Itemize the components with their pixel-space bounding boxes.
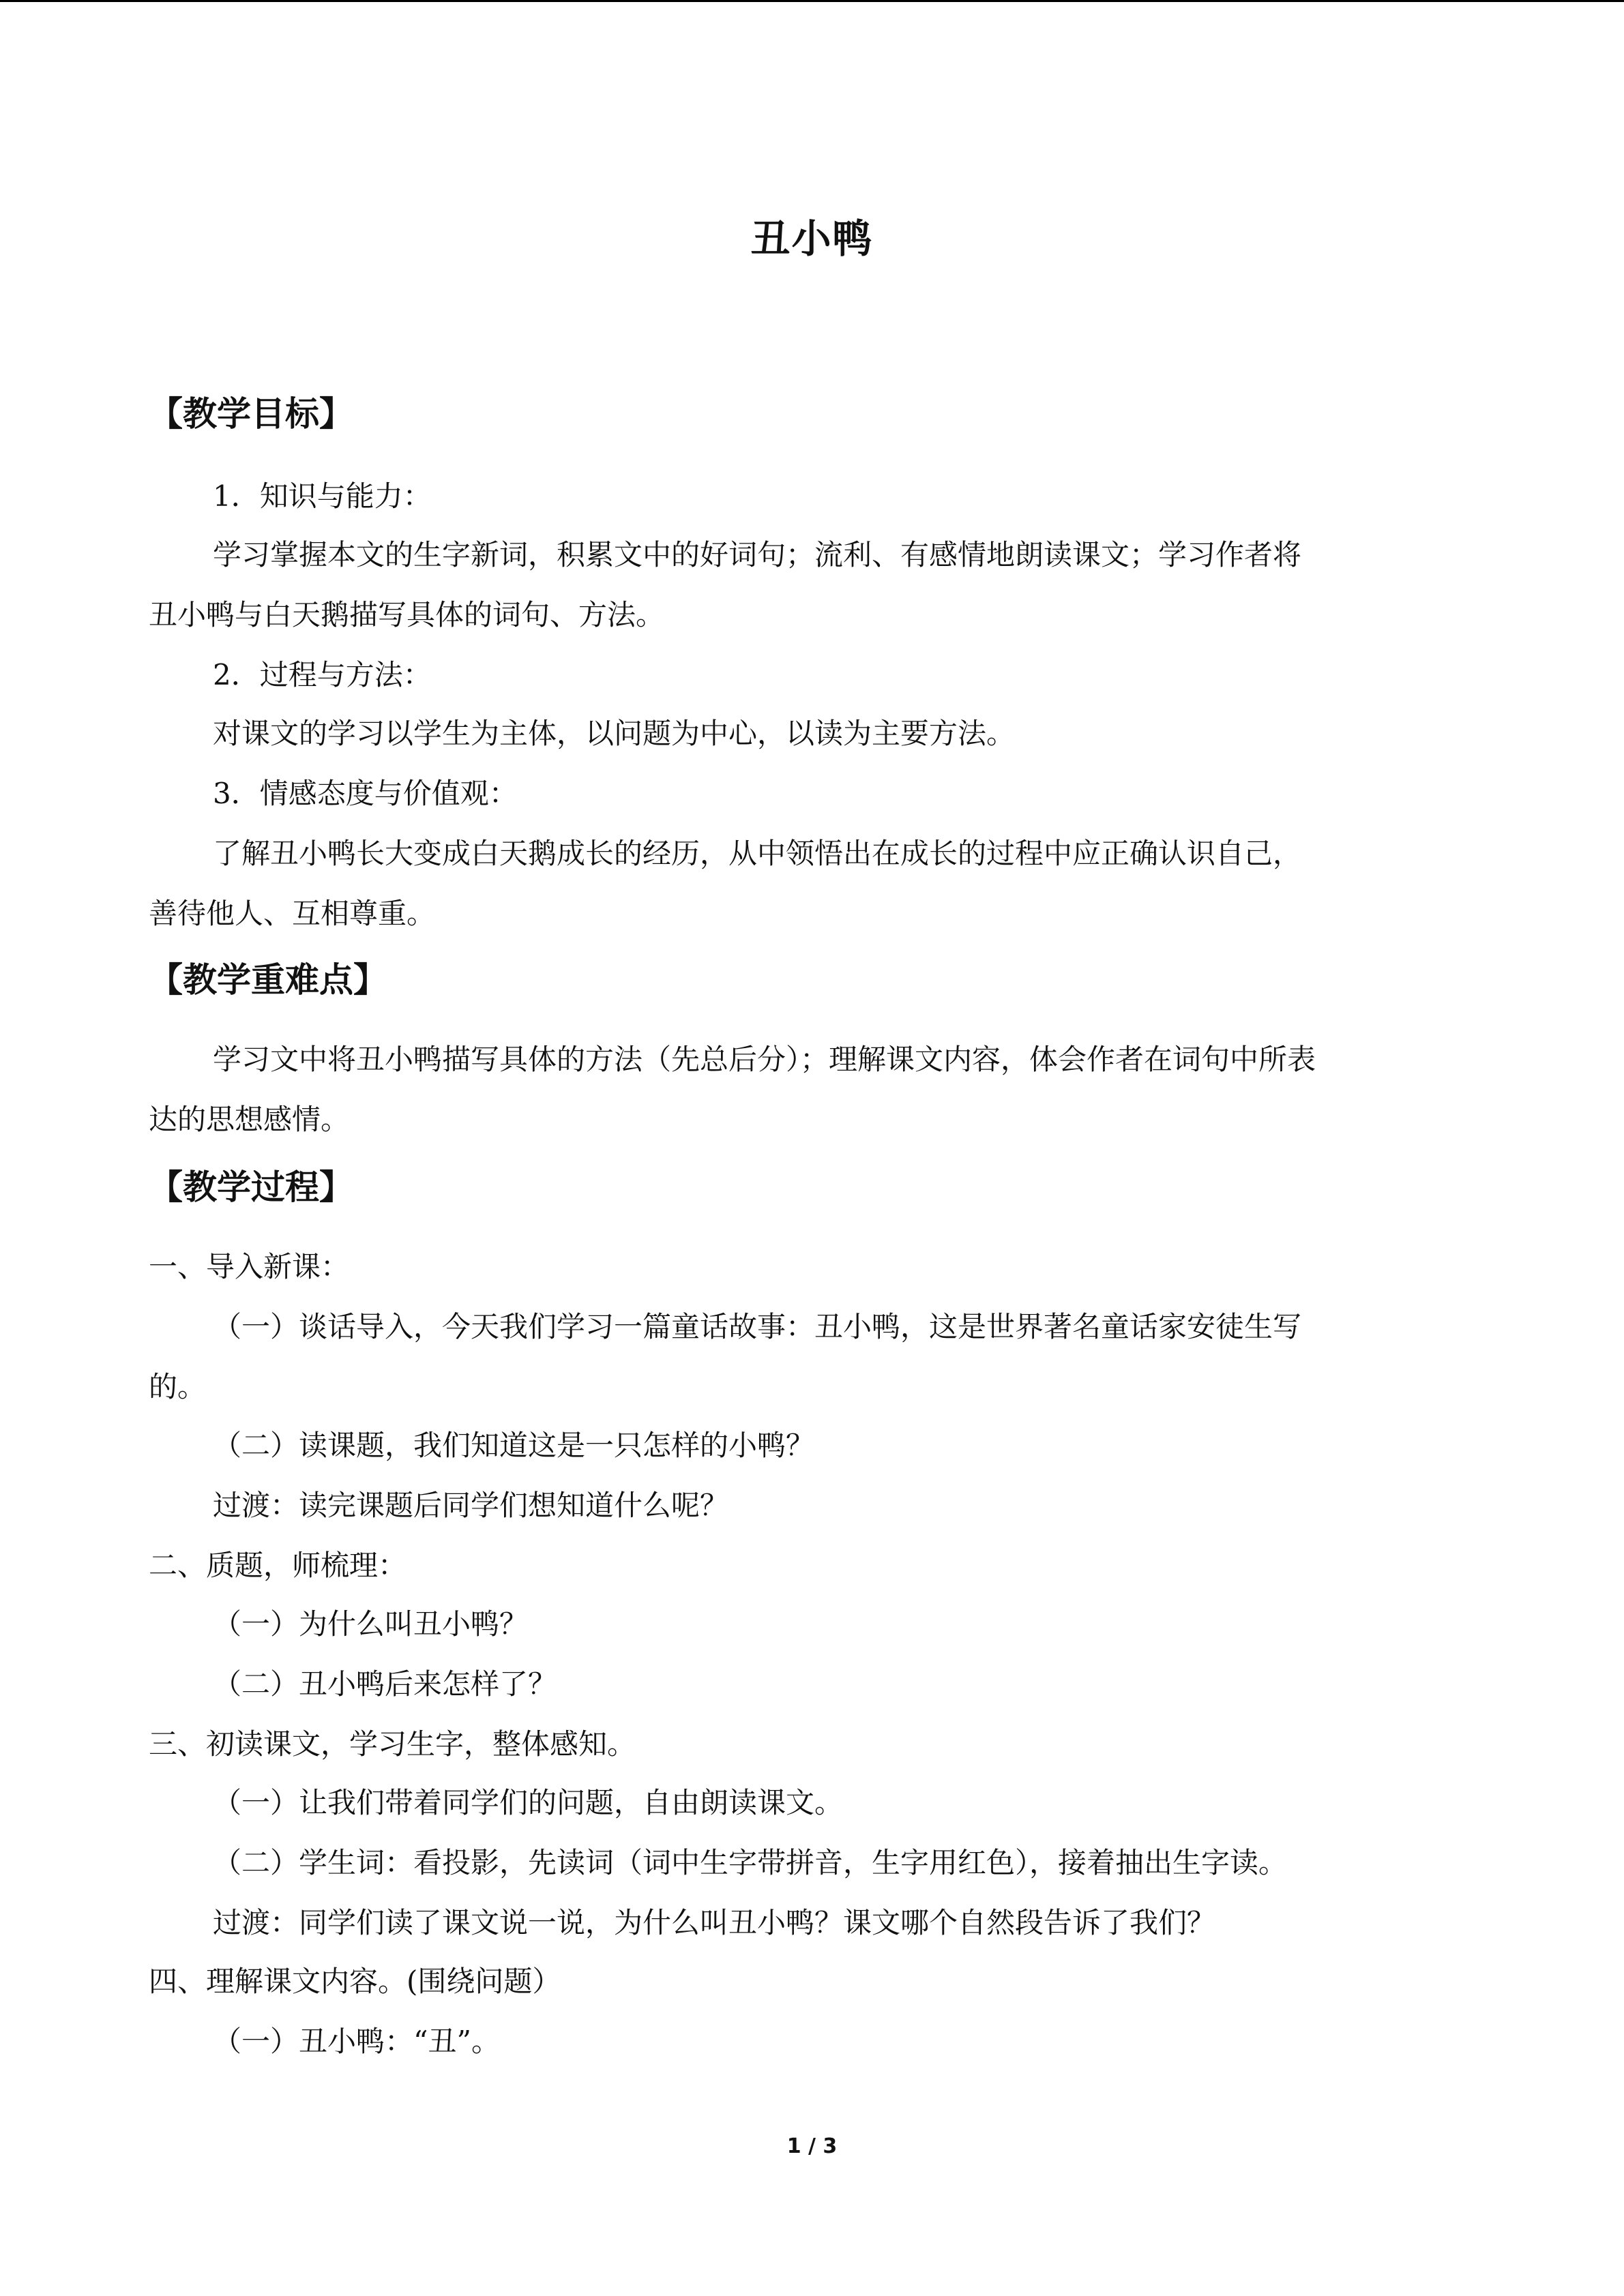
process-section-3: 三、初读课文，学习生字，整体感知。	[149, 1727, 636, 1761]
heading-objectives: 【教学目标】	[149, 394, 353, 434]
process-item: （一）让我们带着同学们的问题，自由朗读课文。	[213, 1786, 844, 1819]
objective-1-text-cont: 丑小鸭与白天鹅描写具体的词句、方法。	[149, 598, 665, 631]
objective-2-text: 对课文的学习以学生为主体，以问题为中心，以读为主要方法。	[213, 717, 1016, 750]
heading-process: 【教学过程】	[149, 1167, 353, 1207]
process-item-cont: 的。	[149, 1370, 207, 1403]
objective-2-label: 2．过程与方法：	[213, 658, 432, 691]
process-item: （一）为什么叫丑小鸭？	[213, 1607, 529, 1641]
heading-key-points: 【教学重难点】	[149, 960, 387, 1000]
process-section-4: 四、理解课文内容。(围绕问题）	[149, 1965, 561, 1998]
process-item: （二）学生词：看投影，先读词（词中生字带拼音，生字用红色），接着抽出生字读。	[213, 1846, 1288, 1879]
objective-3-text: 了解丑小鸭长大变成白天鹅成长的经历，从中领悟出在成长的过程中应正确认识自己，	[213, 837, 1302, 870]
process-section-2: 二、质题，师梳理：	[149, 1549, 407, 1582]
objective-1-text: 学习掌握本文的生字新词，积累文中的好词句；流利、有感情地朗读课文；学习作者将	[213, 538, 1302, 571]
process-transition: 过渡：同学们读了课文说一说，为什么叫丑小鸭？课文哪个自然段告诉了我们？	[213, 1906, 1216, 1939]
process-item: （二）读课题，我们知道这是一只怎样的小鸭？	[213, 1429, 815, 1462]
page-number: 1 / 3	[786, 2134, 838, 2158]
key-points-text: 学习文中将丑小鸭描写具体的方法（先总后分）；理解课文内容，体会作者在词句中所表	[213, 1043, 1316, 1076]
process-item: （二）丑小鸭后来怎样了？	[213, 1667, 557, 1701]
process-transition: 过渡：读完课题后同学们想知道什么呢？	[213, 1489, 729, 1522]
process-item: （一）谈话导入，今天我们学习一篇童话故事：丑小鸭，这是世界著名童话家安徒生写	[213, 1310, 1302, 1343]
process-item: （一）丑小鸭：“丑”。	[213, 2025, 500, 2058]
objective-3-text-cont: 善待他人、互相尊重。	[149, 897, 436, 930]
objective-1-label: 1．知识与能力：	[213, 479, 432, 513]
objective-3-label: 3．情感态度与价值观：	[213, 777, 518, 810]
document-title: 丑小鸭	[750, 215, 874, 262]
process-section-1: 一、导入新课：	[149, 1250, 350, 1283]
key-points-text-cont: 达的思想感情。	[149, 1103, 350, 1136]
